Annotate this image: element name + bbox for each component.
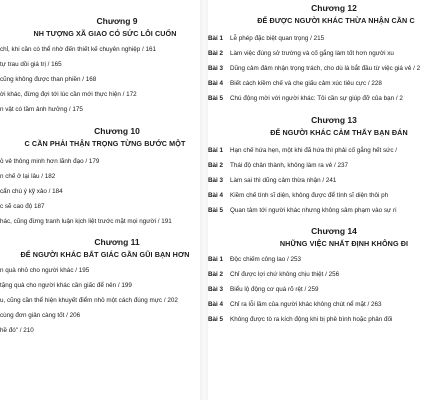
toc-entry: chỉ, khi cần có thể nhờ đến thiết kế chuyên nghiệp / 161 [0, 46, 157, 53]
toc-entry: Bài 3 Làm sai thì dũng cảm thừa nhận / 241 [208, 177, 337, 184]
chapter-number: Chương 12 [311, 3, 357, 13]
toc-entry: Bài 4 Biết cách kiềm chế và che giấu cảm xúc tiêu cực / 228 [208, 80, 382, 87]
toc-entry: Bài 5 Quan tâm tới người khác nhưng không sâm phạm vào sự ri [208, 207, 397, 214]
toc-entry: n quà nhỏ cho người khác / 195 [0, 267, 90, 274]
chapter-title: ĐỂ NGƯỜI KHÁC CẢM THẤY BẠN ĐÁN [270, 128, 408, 137]
toc-entry: Bài 4 Kiềm chế tính sĩ diện, không được để tính sĩ diện thôi ph [208, 192, 389, 199]
toc-entry: Bài 2 Thái độ chân thành, không làm ra vẻ / 237 [208, 162, 348, 169]
toc-entry: tặng quà cho người khác cần giấc để nên / 199 [0, 282, 132, 289]
toc-entry: cũng không được than phiền / 168 [0, 76, 97, 83]
chapter-number: Chương 10 [94, 126, 140, 136]
toc-entry: cùng đơn giản càng tốt / 206 [0, 312, 81, 319]
toc-entry: cẩn chú ý kỹ xảo / 184 [0, 188, 63, 195]
toc-entry: n vật có tầm ảnh hưởng / 175 [0, 106, 83, 113]
chapter-number: Chương 11 [94, 237, 140, 247]
toc-entry: n chế ở lại lâu / 182 [0, 173, 56, 180]
toc-entry: Bài 4 Chỉ ra lỗi lầm của người khác không chút nể mặt / 263 [208, 301, 382, 308]
toc-entry: hác, cũng đừng tranh luận kịch liệt trước mặt mọi người / 191 [0, 218, 172, 225]
toc-entry: ỏ vẻ thông minh hơn lãnh đạo / 179 [0, 158, 100, 165]
toc-entry: Bài 2 Chỉ được lợi chứ không chịu thiệt / 256 [208, 271, 340, 278]
toc-entry: Bài 5 Chú động mời với người khác: Tôi cần sự giúp đỡ của bạn / 2 [208, 95, 403, 102]
toc-entry: Bài 1 Độc chiếm công lao / 253 [208, 256, 302, 263]
toc-entry: hề đó" / 210 [0, 327, 34, 334]
right-page [208, 0, 421, 400]
toc-entry: ời khác, đừng đợi tới lúc cần mới thực hiện / 172 [0, 91, 137, 98]
chapter-number: Chương 14 [311, 226, 357, 236]
chapter-title: ĐỂ ĐƯỢC NGƯỜI KHÁC THỪA NHẬN CẦN C [257, 16, 415, 25]
toc-entry: Bài 5 Không được tò ra kích động khi bị phê bình hoặc phản đối [208, 316, 393, 323]
chapter-title: C CẦN PHẢI THẬN TRỌNG TỪNG BƯỚC MỘT [24, 139, 186, 148]
toc-entry: Bài 1 Hạn chế hứa hẹn, một khi đã hứa thì phải cố gắng hết sức / [208, 147, 398, 154]
chapter-number: Chương 9 [96, 16, 138, 26]
toc-entry: tự trau dồi giá trị / 165 [0, 61, 62, 68]
toc-entry: Bài 3 Biểu lộ động cơ quá rõ rệt / 259 [208, 286, 319, 293]
chapter-title: NH TƯỢNG XÃ GIAO CÓ SỨC LÔI CUỐN [33, 29, 177, 38]
chapter-title: NHỮNG VIỆC NHẤT ĐỊNH KHÔNG ĐI [279, 239, 409, 248]
toc-entry: Bài 1 Lễ phép đặc biệt quan trọng / 215 [208, 35, 325, 42]
chapter-title: ĐỂ NGƯỜI KHÁC BẤT GIÁC GẦN GŨI BẠN HƠN [20, 250, 190, 259]
book-gutter [200, 0, 208, 400]
toc-entry: Bài 2 Làm việc đúng sở trường và cố gắng làm tốt hơn người xu [208, 50, 394, 57]
chapter-number: Chương 13 [311, 115, 357, 125]
left-page [0, 0, 200, 400]
toc-entry: Bài 3 Dũng cảm đảm nhận trọng trách, cho dù là bắt đầu từ việc giá vẻ / 2 [208, 65, 421, 72]
toc-entry: c sẽ cao độ 187 [0, 203, 45, 210]
toc-entry: u, cũng cần thể hiện khuyết điểm nhỏ một cách đúng mực / 202 [0, 297, 178, 304]
